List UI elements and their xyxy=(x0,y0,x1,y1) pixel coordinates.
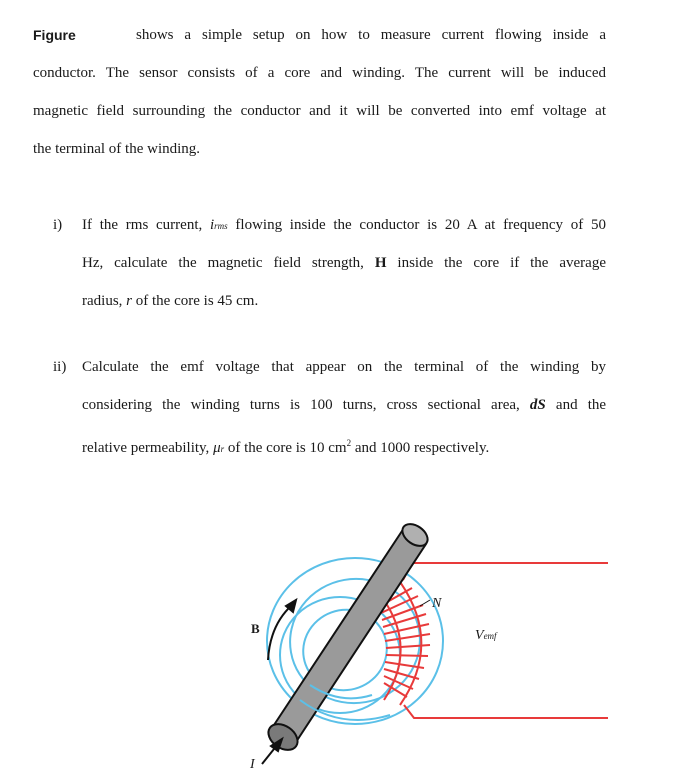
q2-line-3: relative permeability, μr of the core is 10 $cm^2$ and 1000 respectively. xyxy=(82,438,490,456)
q1-line-3: radius, r of the core is 45 cm. xyxy=(82,293,259,309)
figure-ref: Figure xyxy=(33,27,76,43)
label-i: I xyxy=(250,757,255,772)
intro-line-4: the terminal of the winding. xyxy=(33,141,201,157)
q2-line-1: Calculate the emf voltage that appear on the terminal of the winding by xyxy=(82,359,606,375)
q1-line-1: If the rms current, irms flowing inside the conductor is 20 A at frequency of 50 xyxy=(82,217,607,233)
intro-line-3: magnetic field surrounding the conductor and it will be converted into emf voltage at xyxy=(33,103,606,119)
label-vemf: Vemf xyxy=(475,628,497,643)
label-n: N xyxy=(432,596,442,611)
q2-line-2: considering the winding turns is 100 turns, cross sectional area, dS and the xyxy=(82,397,607,413)
q2-number: ii) xyxy=(53,359,67,375)
intro-line-1-text: shows a simple setup on how to measure current flowing inside a xyxy=(136,27,606,43)
q1-number: i) xyxy=(53,217,63,233)
label-b: B xyxy=(251,621,260,636)
intro-line-2: conductor. The sensor consists of a core and winding. The current will be induced xyxy=(33,65,606,81)
n-pointer xyxy=(420,600,430,606)
q1-line-2: Hz, calculate the magnetic field strength, H inside the core if the average xyxy=(82,255,606,271)
